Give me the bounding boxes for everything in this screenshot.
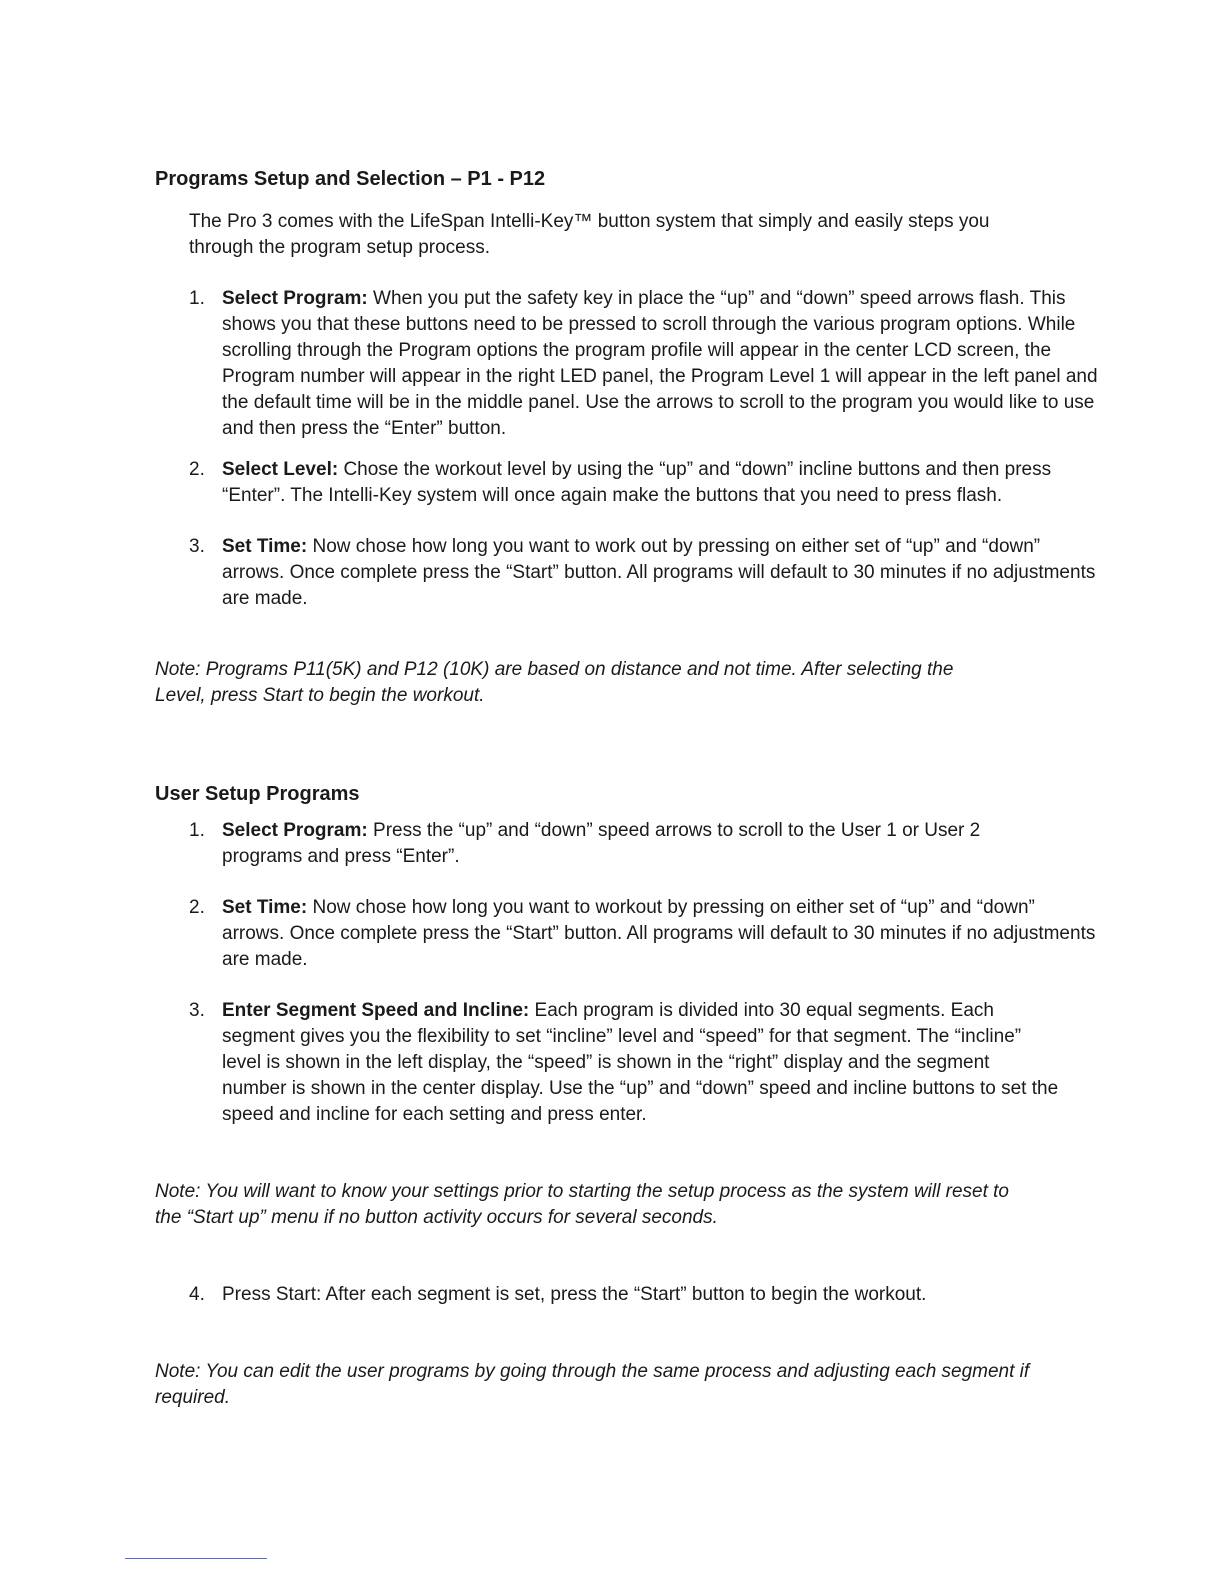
list-item-body xyxy=(222,286,1099,442)
list-item-body xyxy=(222,998,1059,1128)
list-item-body xyxy=(222,818,1009,870)
section-title-programs-setup: Programs Setup and Selection – P1 - P12 xyxy=(155,168,546,190)
list-item xyxy=(189,1282,1099,1308)
list-number: 1. xyxy=(189,820,205,841)
list-item-text: When you put the safety key in place the “up” and “down” speed arrows flash. This shows you that these buttons need to be pressed to scroll through the various program options. While scrolling through the Program options the program profile will appear in the center LCD screen, the Program number will appear in the right LED panel, the Program Level 1 will appear in the left panel and the default time will be in the middle panel. Use the arrows to scroll to the program you would like to use and then press the “Enter” button. xyxy=(222,288,1098,439)
list-item-text: Now chose how long you want to work out by pressing on either set of “up” and “down” arrows. Once complete press the “Start” button. All programs will default to 30 minutes if no adjustments are made. xyxy=(222,536,1096,609)
list-number: 3. xyxy=(189,1000,205,1021)
list-item-body xyxy=(222,534,1099,612)
note-settings-reset: Note: You will want to know your settings prior to starting the setup process as the system will reset to the “Start up” menu if no button activity occurs for several seconds. xyxy=(155,1181,1009,1228)
list-item xyxy=(189,998,1059,1128)
note-edit-user-programs: Note: You can edit the user programs by going through the same process and adjusting each segment if required. xyxy=(155,1361,1030,1408)
section-title-user-setup: User Setup Programs xyxy=(155,783,360,805)
list-item-label: Enter Segment Speed and Incline: xyxy=(222,1000,530,1021)
list-item xyxy=(189,457,1099,509)
list-number: 2. xyxy=(189,897,205,918)
list-item-text: Press Start: After each segment is set, press the “Start” button to begin the workout. xyxy=(222,1284,927,1305)
list-item xyxy=(189,895,1099,973)
list-number: 1. xyxy=(189,288,205,309)
list-item-label: Select Level: xyxy=(222,459,339,480)
list-item-body xyxy=(222,1282,1099,1308)
list-number: 3. xyxy=(189,536,205,557)
list-number: 4. xyxy=(189,1284,205,1305)
list-item-body xyxy=(222,457,1099,509)
list-item xyxy=(189,286,1099,442)
list-item-label: Set Time: xyxy=(222,536,308,557)
list-item-text: Press the “up” and “down” speed arrows to scroll to the User 1 or User 2 programs and press “Enter”. xyxy=(222,820,981,867)
list-number: 2. xyxy=(189,459,205,480)
note-distance-programs: Note: Programs P11(5K) and P12 (10K) are based on distance and not time. After selecting the Level, press Start to begin the workout. xyxy=(155,659,954,706)
list-item-body xyxy=(222,895,1099,973)
list-item xyxy=(189,818,1009,870)
list-item-label: Select Program: xyxy=(222,820,368,841)
footer-rule xyxy=(125,1558,267,1559)
list-item xyxy=(189,534,1099,612)
list-item-label: Select Program: xyxy=(222,288,368,309)
list-item-text: Each program is divided into 30 equal segments. Each segment gives you the flexibility to set “incline” level and “speed” for that segment. The “incline” level is shown in the left display, the “speed” is shown in the “right” display and the segment number is shown in the center display. Use the “up” and “down” speed and incline buttons to set the speed and incline for each setting and press enter. xyxy=(222,1000,1059,1125)
list-item-label: Set Time: xyxy=(222,897,308,918)
list-item-text: Now chose how long you want to workout by pressing on either set of “up” and “down” arrows. Once complete press the “Start” button. All programs will default to 30 minutes if no adjustments are made. xyxy=(222,897,1096,970)
list-item-text: Chose the workout level by using the “up” and “down” incline buttons and then press “Enter”. The Intelli-Key system will once again make the buttons that you need to press flash. xyxy=(222,459,1052,506)
intro-paragraph: The Pro 3 comes with the LifeSpan Intelli-Key™ button system that simply and easily steps you through the program setup process. xyxy=(189,211,990,258)
